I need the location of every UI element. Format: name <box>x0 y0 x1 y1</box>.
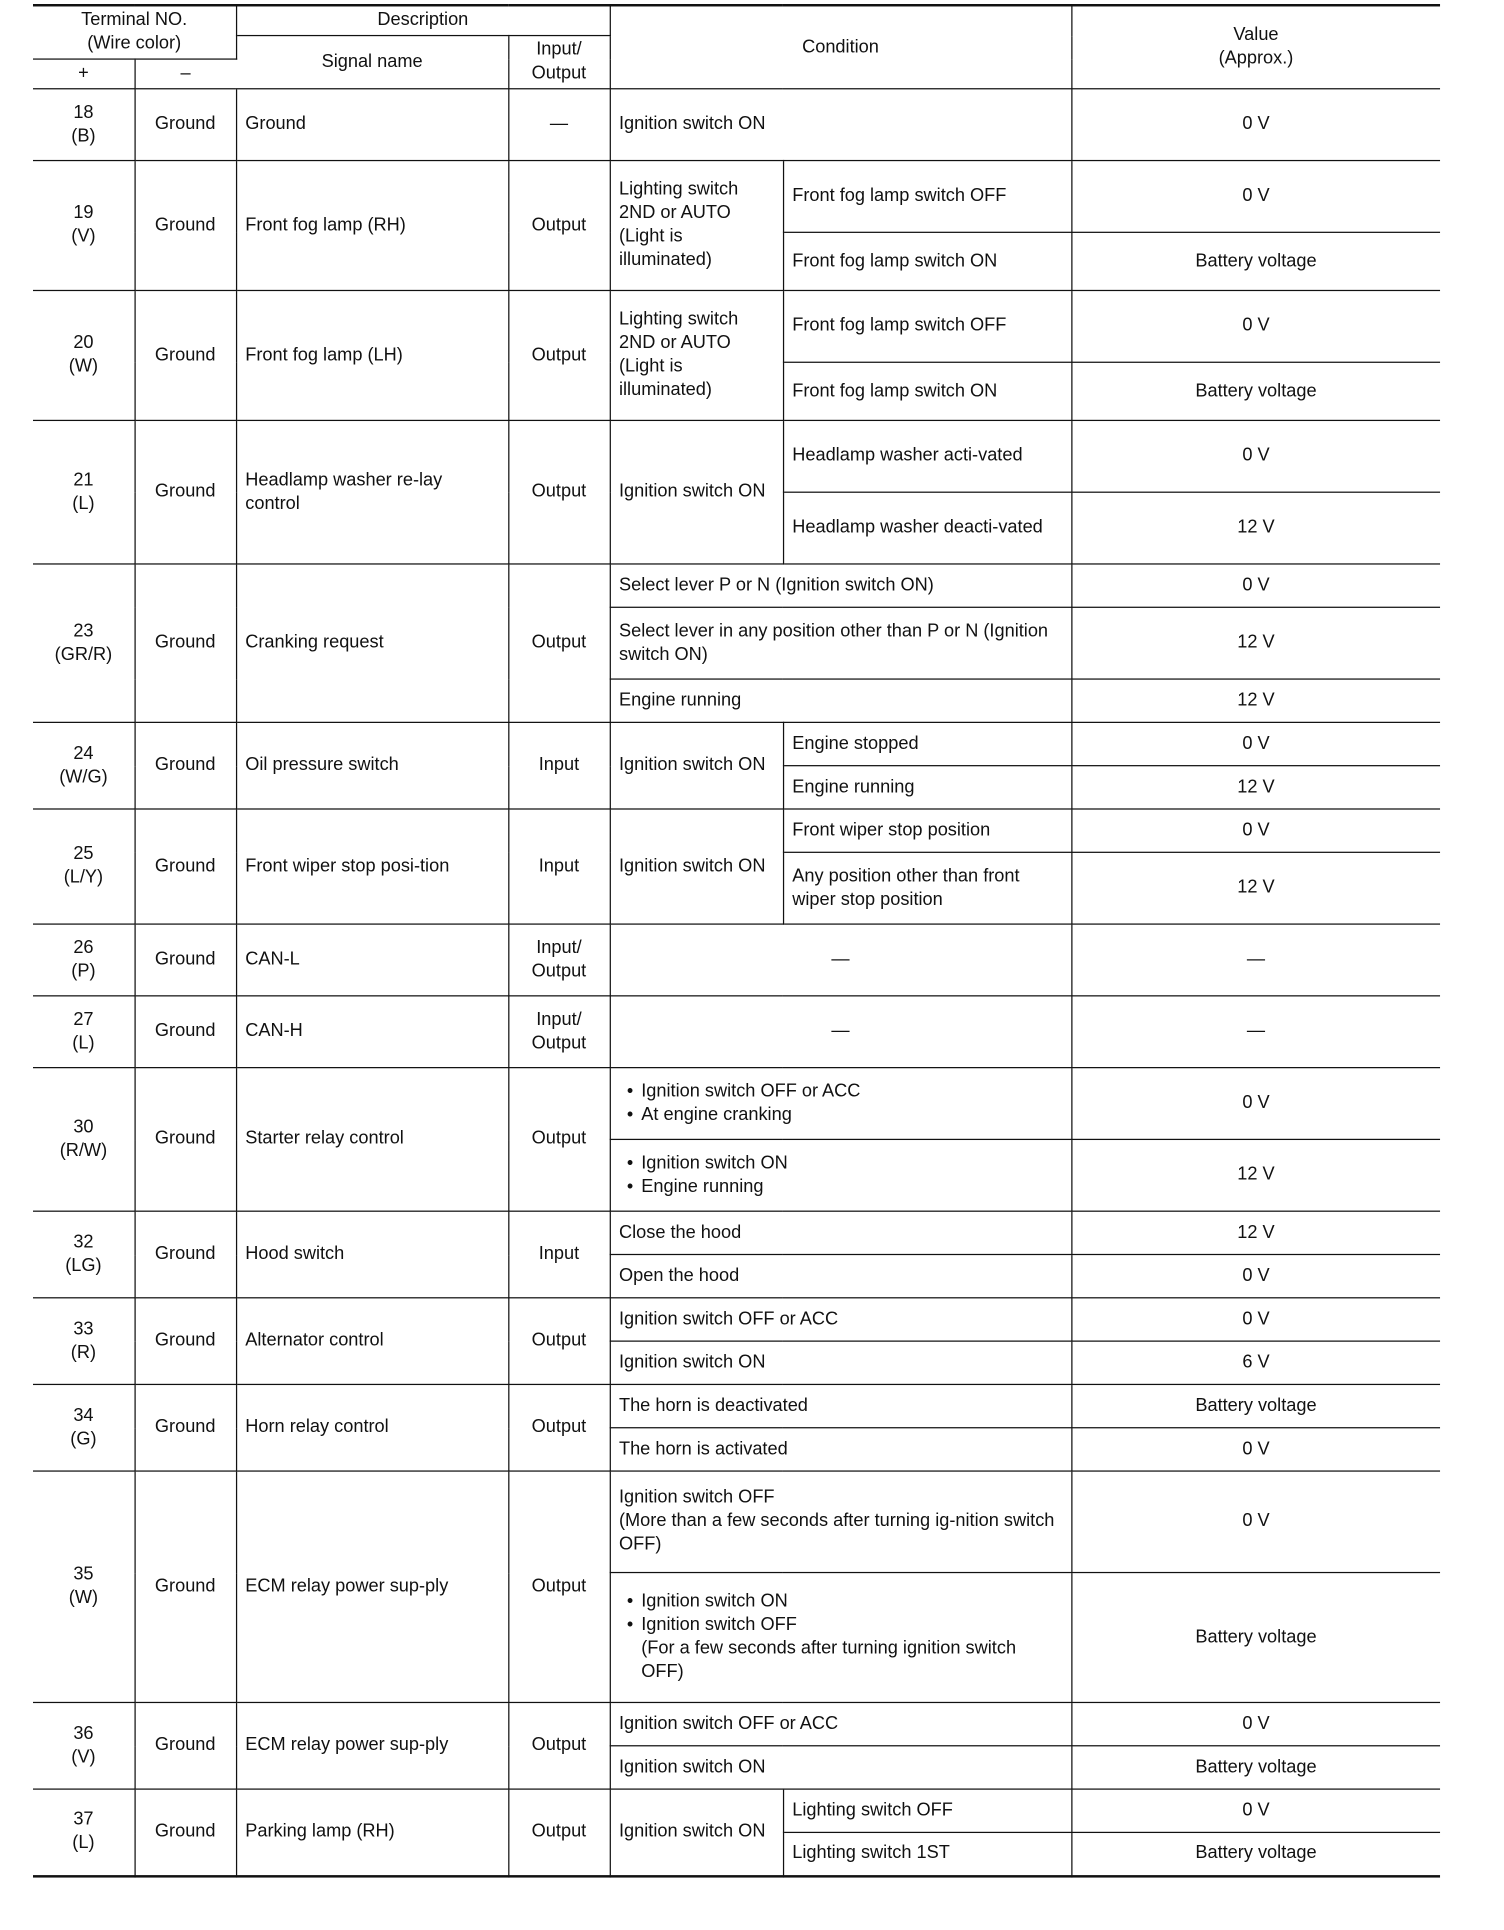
condition-main: Lighting switch 2ND or AUTO (Light is illuminated) <box>610 161 783 291</box>
ground-cell: Ground <box>134 1068 235 1212</box>
io-cell: Output <box>508 1471 609 1702</box>
bullet-item: • Ignition switch OFF or ACC <box>626 1081 861 1102</box>
bullet-item: • At engine cranking <box>626 1104 792 1125</box>
value-cell: 12 V <box>1071 766 1440 809</box>
signal-name: Horn relay control <box>236 1384 508 1471</box>
ground-cell: Ground <box>134 420 235 564</box>
bullet-item: • Engine running <box>626 1176 764 1197</box>
condition-sub: Front fog lamp switch OFF <box>783 161 1071 233</box>
condition-cell: Open the hood <box>610 1254 1072 1297</box>
io-cell: Output <box>508 1702 609 1789</box>
io-cell: Output <box>508 161 609 291</box>
signal-name: Starter relay control <box>236 1068 508 1212</box>
signal-name: Alternator control <box>236 1298 508 1385</box>
io-cell: Output <box>508 1789 609 1876</box>
table-row <box>33 1702 1440 1745</box>
terminal-no: 19 (V) <box>33 161 134 291</box>
condition-cell: Select lever in any position other than P or N (Ignition switch ON) <box>610 607 1072 679</box>
condition-cell: The horn is activated <box>610 1428 1072 1471</box>
condition-sub: Front fog lamp switch ON <box>783 362 1071 420</box>
io-cell: — <box>508 89 609 161</box>
ground-cell: Ground <box>134 1211 235 1298</box>
header-plus: + <box>33 59 134 89</box>
header-description: Description <box>236 5 610 35</box>
condition-main: Lighting switch 2ND or AUTO (Light is illuminated) <box>610 290 783 420</box>
table-row <box>33 420 1440 492</box>
value-cell: 12 V <box>1071 1139 1440 1211</box>
terminal-no: 24 (W/G) <box>33 722 134 809</box>
ground-cell: Ground <box>134 290 235 420</box>
header-value: Value (Approx.) <box>1071 5 1440 89</box>
table-row <box>33 1789 1440 1832</box>
io-cell: Output <box>508 564 609 722</box>
value-cell: 0 V <box>1071 290 1440 362</box>
signal-name: Front fog lamp (RH) <box>236 161 508 291</box>
io-cell: Output <box>508 420 609 564</box>
terminal-no: 20 (W) <box>33 290 134 420</box>
table-row <box>33 809 1440 852</box>
condition-cell: Ignition switch OFF or ACC <box>610 1298 1072 1341</box>
condition-cell: — <box>610 924 1072 996</box>
bullet-item: • Ignition switch ON <box>626 1153 788 1173</box>
ground-cell: Ground <box>134 809 235 924</box>
ground-cell: Ground <box>134 89 235 161</box>
terminal-no: 26 (P) <box>33 924 134 996</box>
terminal-value-table <box>33 4 1440 1877</box>
signal-name: Oil pressure switch <box>236 722 508 809</box>
header-signal-name: Signal name <box>236 36 508 89</box>
value-cell: Battery voltage <box>1071 1746 1440 1789</box>
table-row <box>33 1298 1440 1341</box>
condition-cell <box>610 1573 1072 1703</box>
condition-cell: Close the hood <box>610 1211 1072 1254</box>
table-row <box>33 924 1440 996</box>
value-cell: Battery voltage <box>1071 1384 1440 1427</box>
header-minus: – <box>134 59 235 89</box>
terminal-no: 30 (R/W) <box>33 1068 134 1212</box>
value-cell: 12 V <box>1071 679 1440 722</box>
io-cell: Input <box>508 1211 609 1298</box>
value-cell: 0 V <box>1071 722 1440 765</box>
value-cell: 12 V <box>1071 1211 1440 1254</box>
value-cell: 0 V <box>1071 89 1440 161</box>
io-cell: Output <box>508 1068 609 1212</box>
condition-sub: Engine running <box>783 766 1071 809</box>
condition-sub: Engine stopped <box>783 722 1071 765</box>
signal-name: ECM relay power sup-ply <box>236 1702 508 1789</box>
header-terminal-no: Terminal NO. (Wire color) <box>33 5 236 59</box>
value-cell: 0 V <box>1071 564 1440 607</box>
value-cell: Battery voltage <box>1071 1832 1440 1875</box>
table-row <box>33 161 1440 233</box>
terminal-no: 18 (B) <box>33 89 134 161</box>
ground-cell: Ground <box>134 1702 235 1789</box>
condition-sub: Front fog lamp switch ON <box>783 232 1071 290</box>
table-row <box>33 89 1440 161</box>
condition-main: Ignition switch ON <box>610 809 783 924</box>
value-cell: 12 V <box>1071 852 1440 924</box>
terminal-no: 23 (GR/R) <box>33 564 134 722</box>
value-cell: Battery voltage <box>1071 1573 1440 1703</box>
condition-cell <box>610 1139 1072 1211</box>
signal-name: ECM relay power sup-ply <box>236 1471 508 1702</box>
value-cell: 12 V <box>1071 607 1440 679</box>
table-row <box>33 722 1440 765</box>
table-row <box>33 1211 1440 1254</box>
value-cell: 0 V <box>1071 161 1440 233</box>
io-cell: Output <box>508 1298 609 1385</box>
condition-cell: The horn is deactivated <box>610 1384 1072 1427</box>
condition-cell <box>610 1068 1072 1140</box>
signal-name: Front wiper stop posi-tion <box>236 809 508 924</box>
value-cell: 0 V <box>1071 1702 1440 1745</box>
condition-cell: Select lever P or N (Ignition switch ON) <box>610 564 1072 607</box>
terminal-no: 36 (V) <box>33 1702 134 1789</box>
value-cell: — <box>1071 996 1440 1068</box>
terminal-no: 35 (W) <box>33 1471 134 1702</box>
value-cell: — <box>1071 924 1440 996</box>
io-cell: Input/ Output <box>508 924 609 996</box>
header-condition: Condition <box>610 5 1072 89</box>
table-row <box>33 564 1440 607</box>
io-cell: Input <box>508 809 609 924</box>
terminal-no: 27 (L) <box>33 996 134 1068</box>
bullet-item: • Ignition switch OFF <box>626 1615 797 1636</box>
condition-cell: Engine running <box>610 679 1072 722</box>
bullet-note: (For a few seconds after turning ignition switch OFF) <box>641 1638 1017 1683</box>
io-cell: Output <box>508 1384 609 1471</box>
value-cell: 0 V <box>1071 1789 1440 1832</box>
terminal-no: 34 (G) <box>33 1384 134 1471</box>
ground-cell: Ground <box>134 1298 235 1385</box>
signal-name: Ground <box>236 89 508 161</box>
condition-cell: Ignition switch ON <box>610 1341 1072 1384</box>
condition-main: Ignition switch ON <box>610 722 783 809</box>
ground-cell: Ground <box>134 1384 235 1471</box>
signal-name: Hood switch <box>236 1211 508 1298</box>
terminal-no: 37 (L) <box>33 1789 134 1876</box>
signal-name: CAN-L <box>236 924 508 996</box>
value-cell: 0 V <box>1071 1254 1440 1297</box>
condition-cell: Ignition switch OFF or ACC <box>610 1702 1072 1745</box>
ground-cell: Ground <box>134 924 235 996</box>
ground-cell: Ground <box>134 161 235 291</box>
value-cell: 0 V <box>1071 1428 1440 1471</box>
value-cell: 12 V <box>1071 492 1440 564</box>
condition-sub: Lighting switch OFF <box>783 1789 1071 1832</box>
condition-main: Ignition switch ON <box>610 1789 783 1876</box>
table-row <box>33 1471 1440 1572</box>
condition-sub: Headlamp washer deacti-vated <box>783 492 1071 564</box>
ground-cell: Ground <box>134 1789 235 1876</box>
table-row <box>33 290 1440 362</box>
ground-cell: Ground <box>134 722 235 809</box>
table-row <box>33 1068 1440 1140</box>
condition-sub: Headlamp washer acti-vated <box>783 420 1071 492</box>
condition-cell: Ignition switch OFF (More than a few seconds after turning ig-nition switch OFF) <box>610 1471 1072 1572</box>
terminal-no: 33 (R) <box>33 1298 134 1385</box>
value-cell: 6 V <box>1071 1341 1440 1384</box>
condition-main: Ignition switch ON <box>610 420 783 564</box>
value-cell: 0 V <box>1071 1298 1440 1341</box>
condition-sub: Lighting switch 1ST <box>783 1832 1071 1875</box>
value-cell: 0 V <box>1071 1068 1440 1140</box>
value-cell: Battery voltage <box>1071 232 1440 290</box>
value-cell: 0 V <box>1071 420 1440 492</box>
signal-name: Headlamp washer re-lay control <box>236 420 508 564</box>
ground-cell: Ground <box>134 1471 235 1702</box>
bullet-item: • Ignition switch ON <box>626 1591 788 1612</box>
ground-cell: Ground <box>134 996 235 1068</box>
signal-name: Parking lamp (RH) <box>236 1789 508 1876</box>
io-cell: Output <box>508 290 609 420</box>
signal-name: Front fog lamp (LH) <box>236 290 508 420</box>
signal-name: Cranking request <box>236 564 508 722</box>
table-row <box>33 996 1440 1068</box>
value-cell: 0 V <box>1071 1471 1440 1572</box>
terminal-no: 21 (L) <box>33 420 134 564</box>
terminal-table-page <box>33 4 1440 1877</box>
condition-sub: Front wiper stop position <box>783 809 1071 852</box>
table-row <box>33 1384 1440 1427</box>
condition-sub: Any position other than front wiper stop position <box>783 852 1071 924</box>
io-cell: Input/ Output <box>508 996 609 1068</box>
terminal-no: 32 (LG) <box>33 1211 134 1298</box>
io-cell: Input <box>508 722 609 809</box>
condition-cell: — <box>610 996 1072 1068</box>
condition-cell: Ignition switch ON <box>610 89 1072 161</box>
condition-sub: Front fog lamp switch OFF <box>783 290 1071 362</box>
ground-cell: Ground <box>134 564 235 722</box>
terminal-no: 25 (L/Y) <box>33 809 134 924</box>
value-cell: 0 V <box>1071 809 1440 852</box>
condition-cell: Ignition switch ON <box>610 1746 1072 1789</box>
signal-name: CAN-H <box>236 996 508 1068</box>
value-cell: Battery voltage <box>1071 362 1440 420</box>
header-input-output: Input/ Output <box>508 36 609 89</box>
